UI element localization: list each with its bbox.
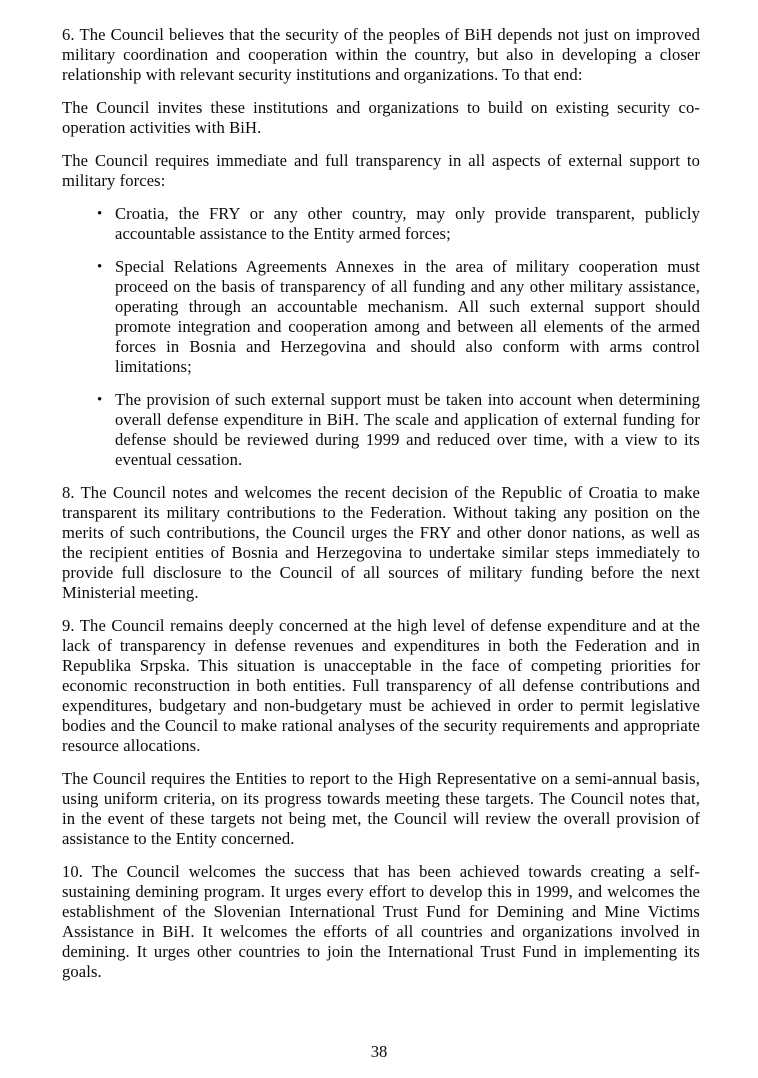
bullet-text: The provision of such external support must be taken into account when determining overall defense expenditure in BiH. The scale and application of external funding for defense should be reviewed during 1999 and reduced over time, with a view to its eventual cessation. bbox=[115, 390, 700, 469]
bullet-item bbox=[97, 257, 700, 377]
document-content bbox=[62, 25, 700, 982]
bullet-icon: • bbox=[97, 392, 103, 408]
paragraph-8: 8. The Council notes and welcomes the recent decision of the Republic of Croatia to make transparent its military contributions to the Federation. Without taking any position on the merits of such contributions, the Council urges the FRY and other donor nations, as well as the recipient entities of Bosnia and Herzegovina to undertake similar steps immediately to provide full disclosure to the Council of all sources of military funding before the next Ministerial meeting. bbox=[62, 483, 700, 602]
bullet-text: Croatia, the FRY or any other country, may only provide transparent, publicly accountable assistance to the Entity armed forces; bbox=[115, 204, 700, 243]
page-number: 38 bbox=[370, 1042, 388, 1061]
bullet-item bbox=[97, 390, 700, 470]
bullet-text: Special Relations Agreements Annexes in the area of military cooperation must proceed on the basis of transparency of all funding and any other military assistance, operating through an accountable mechanism. All such external support should promote integration and cooperation among and between all elements of the armed forces in Bosnia and Herzegovina and should also conform with arms control limitations; bbox=[115, 257, 700, 376]
paragraph-9: 9. The Council remains deeply concerned at the high level of defense expenditure and at the lack of transparency in defense revenues and expenditures in both the Federation and in Republika Srpska. This situation is unacceptable in the face of competing priorities for economic reconstruction in both entities. Full transparency of all defense contributions and expenditures, budgetary and non-budgetary must be achieved in order to permit legislative bodies and the Council to make rational analyses of the security requirements and appropriate resource allocations. bbox=[62, 616, 700, 755]
paragraph-6: 6. The Council believes that the security of the peoples of BiH depends not just on improved military coordination and cooperation within the country, but also in developing a closer relationship with relevant security institutions and organizations. To that end: bbox=[62, 25, 700, 84]
bullet-item bbox=[97, 204, 700, 244]
bullet-list bbox=[97, 204, 700, 470]
paragraph-council-invites: The Council invites these institutions and organizations to build on existing security co-operation activities with BiH. bbox=[62, 98, 700, 137]
paragraph-council-report: The Council requires the Entities to report to the High Representative on a semi-annual basis, using uniform criteria, on its progress towards meeting these targets. The Council notes that, in the event of these targets not being met, the Council will review the overall provision of assistance to the Entity concerned. bbox=[62, 769, 700, 848]
bullet-icon: • bbox=[97, 259, 103, 275]
bullet-icon: • bbox=[97, 206, 103, 222]
paragraph-council-requires: The Council requires immediate and full transparency in all aspects of external support to military forces: bbox=[62, 151, 700, 190]
paragraph-10: 10. The Council welcomes the success that has been achieved towards creating a self-sustaining demining program. It urges every effort to develop this in 1999, and welcomes the establishment of the Slovenian International Trust Fund for Demining and Mine Victims Assistance in BiH. It welcomes the efforts of all countries and organizations involved in demining. It urges other countries to join the International Trust Fund in implementing its goals. bbox=[62, 862, 700, 981]
